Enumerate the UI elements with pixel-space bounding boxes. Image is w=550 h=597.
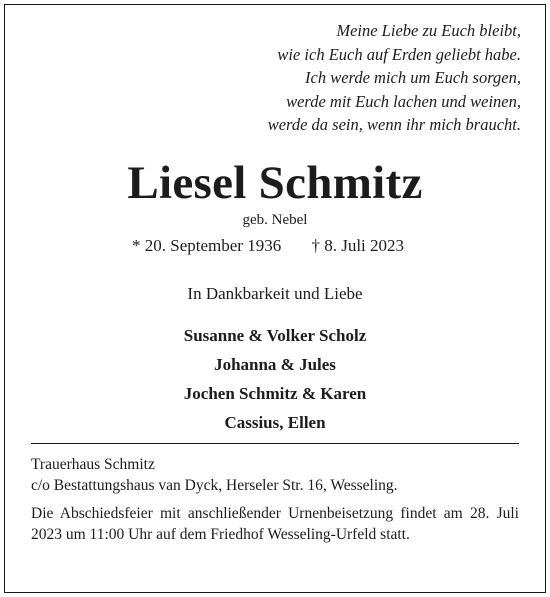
poem-line: werde da sein, wenn ihr mich braucht.: [267, 115, 521, 134]
mourning-house: Trauerhaus Schmitz: [31, 456, 155, 473]
mourner-name: Jochen Schmitz & Karen: [183, 384, 367, 403]
death-date: † 8. Juli 2023: [311, 236, 405, 255]
birth-name: geb. Nebel: [242, 212, 308, 228]
birth-date: * 20. September 1936: [132, 236, 282, 255]
poem-line: Meine Liebe zu Euch bleibt,: [336, 21, 521, 40]
funeral-home-address: c/o Bestattungshaus van Dyck, Herseler Str. 16, Wesseling.: [31, 477, 398, 494]
mourners-intro: In Dankbarkeit und Liebe: [187, 284, 363, 303]
divider: [31, 443, 519, 444]
poem-line: werde mit Euch lachen und weinen,: [286, 91, 521, 111]
mourners-list: [5, 321, 545, 437]
obituary-notice: [4, 4, 546, 593]
ceremony-details: Die Abschiedsfeier mit anschließender Urnenbeisetzung findet am 28. Juli 2023 um 11:00 Uhr auf dem Friedhof Wesseling-Urfeld statt.: [31, 505, 519, 543]
poem-line: wie ich Euch auf Erden geliebt habe.: [277, 44, 521, 64]
poem-line: Ich werde mich um Euch sorgen,: [305, 68, 521, 87]
memorial-poem: [268, 19, 521, 137]
mourner-name: Susanne & Volker Scholz: [183, 326, 367, 345]
funeral-info: [31, 454, 519, 545]
mourner-name: Johanna & Jules: [214, 355, 336, 374]
life-dates: [132, 235, 404, 257]
mourner-name: Cassius, Ellen: [224, 413, 326, 432]
deceased-name: Liesel Schmitz: [127, 157, 423, 209]
